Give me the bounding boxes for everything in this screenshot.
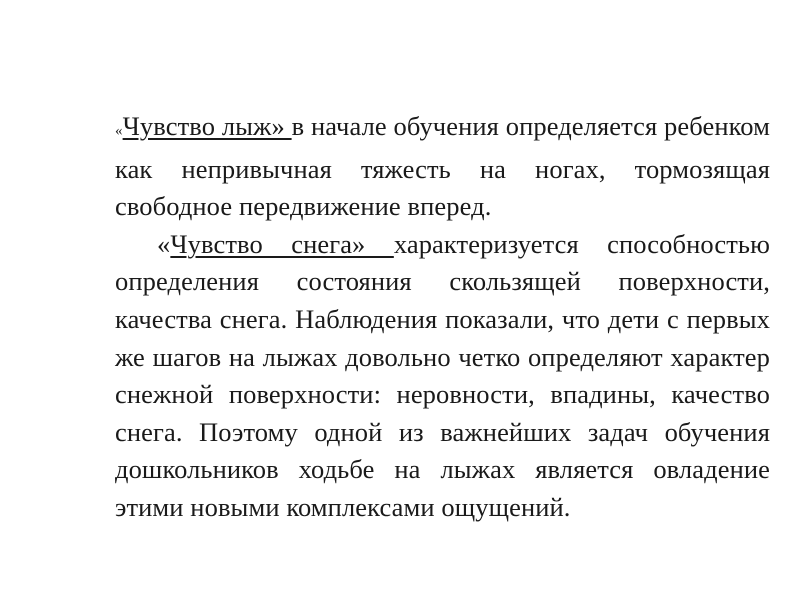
paragraph-ski-feeling bbox=[115, 108, 770, 226]
open-quote: « bbox=[157, 228, 171, 259]
body-text bbox=[115, 108, 770, 527]
term-ski-feeling: Чувство лыж» bbox=[122, 111, 292, 141]
paragraph-text: характеризуется способностью определения состояния скользящей поверхности, качества снега. Наблюдения показали, что дети с первых же шагов на лыжах довольно четко определяют характер снежной поверхности: неровности, впадины, качество снега. Поэтому одной из важнейших задач обучения дошкольников ходьбе на лыжах является овладение этими новыми комплексами ощущений. bbox=[115, 228, 771, 522]
paragraph-text: в начале обучения определяется ребенком как непривычная тяжесть на ногах, тормозящая свободное передвижение вперед. bbox=[115, 111, 770, 222]
paragraph-snow-feeling bbox=[115, 226, 770, 527]
term-snow-feeling: Чувство снега» bbox=[170, 228, 394, 259]
open-quote: « bbox=[115, 123, 123, 139]
